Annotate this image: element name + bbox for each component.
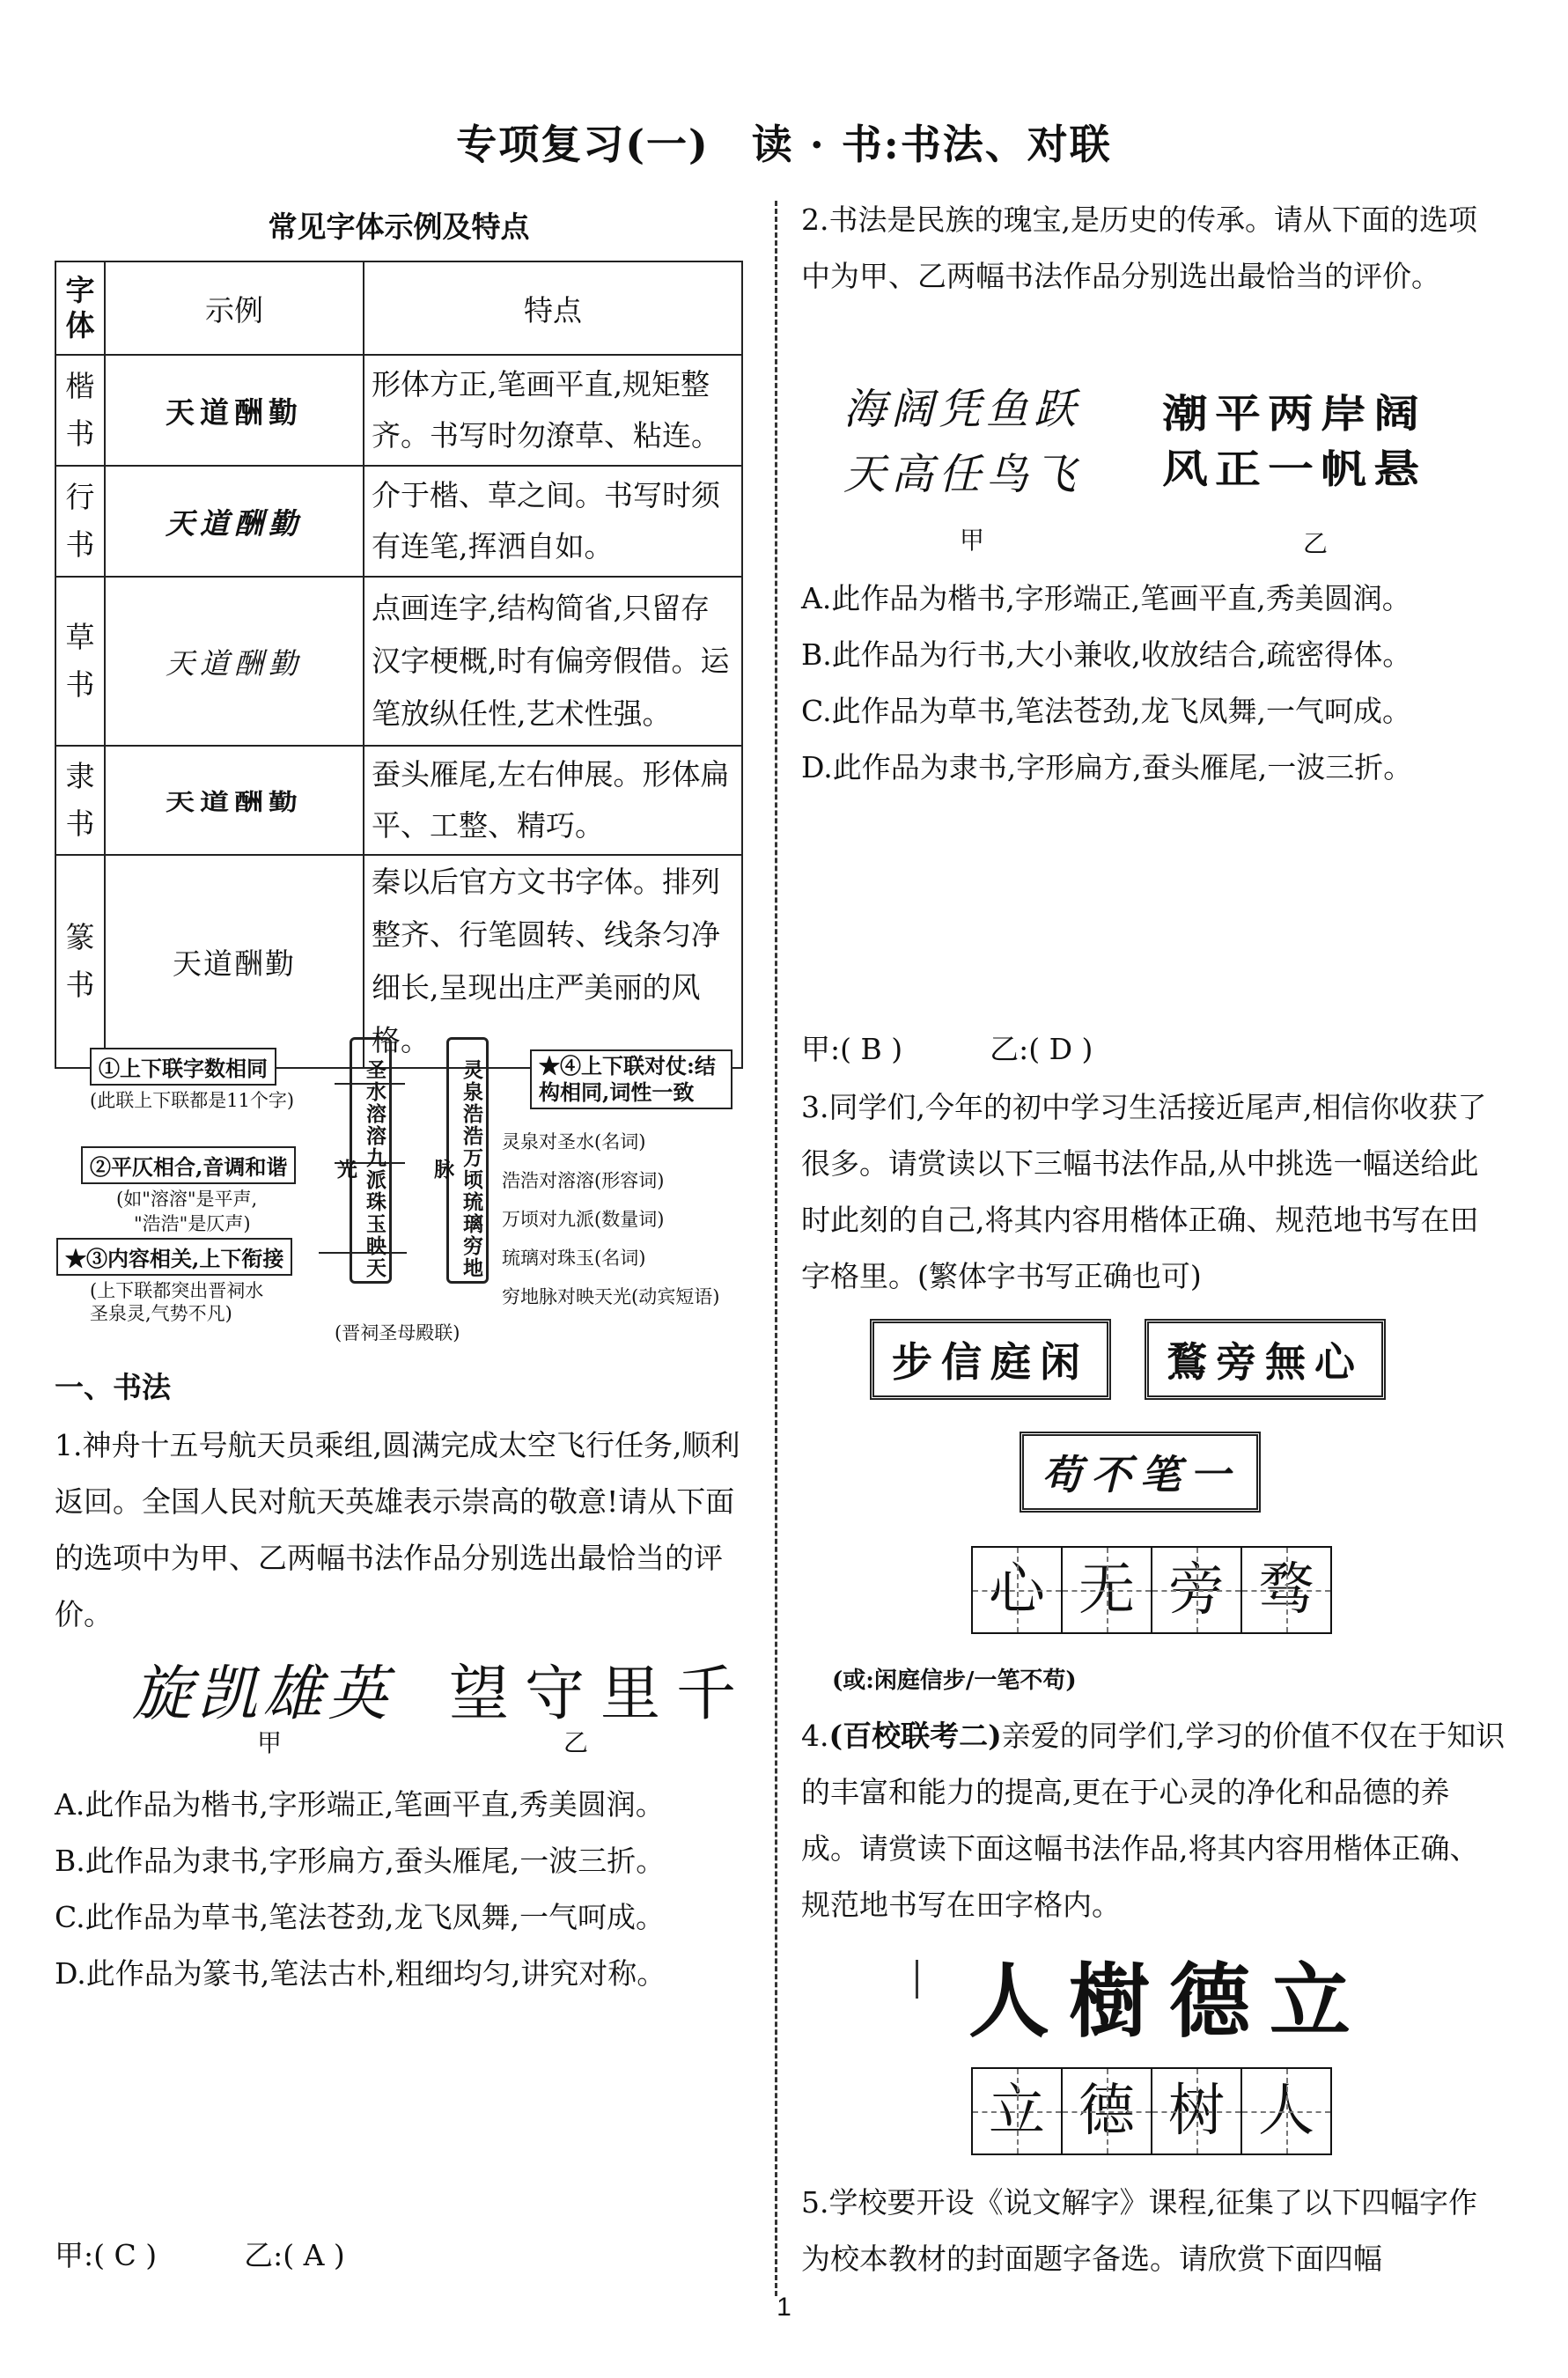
pair-item: 灵泉对圣水(名词) xyxy=(502,1131,646,1152)
font-feature: 蚕头雁尾,左右伸展。形体扁平、工整、精巧。 xyxy=(364,746,742,855)
font-name: 隶书 xyxy=(55,746,105,855)
grid-cell[interactable]: 德 xyxy=(1061,2067,1151,2155)
q2-art-jia xyxy=(843,377,1081,507)
font-sample: 天道酬勤 xyxy=(105,466,364,577)
couplet-scroll-left: 灵泉浩浩万顷琉璃穷地脉 xyxy=(446,1037,489,1284)
font-sample: 天道酬勤 xyxy=(105,577,364,746)
pair-item: 万顷对九派(数量词) xyxy=(502,1209,665,1230)
couplet-caption: (晋祠圣母殿联) xyxy=(335,1322,460,1344)
table-row xyxy=(55,577,742,746)
font-sample: 天道酬勤 xyxy=(105,355,364,466)
q2-yi-line: 潮平两岸阔 xyxy=(1162,391,1427,438)
q2-label-yi: 乙 xyxy=(1303,529,1329,558)
option-c[interactable]: C.此作品为草书,笔法苍劲,龙飞凤舞,一气呵成。 xyxy=(55,1900,666,1934)
q4-art: 人樹德立 xyxy=(968,1954,1371,2049)
grid-cell[interactable]: 立 xyxy=(971,2067,1061,2155)
font-table xyxy=(55,261,743,1069)
q1-art-yi: 望守里千 xyxy=(449,1660,753,1729)
grid-cell[interactable]: 旁 xyxy=(1151,1546,1240,1634)
q1-answer: 甲:( C ) 乙:( A ) xyxy=(55,2238,345,2272)
q3-board-3: 苟不笔一 xyxy=(1020,1432,1261,1513)
font-feature: 秦以后官方文书字体。排列整齐、行笔圆转、线条匀净细长,呈现出庄严美丽的风格。 xyxy=(364,855,742,1068)
font-name: 行书 xyxy=(55,466,105,577)
font-feature: 形体方正,笔画平直,规矩整齐。书写时勿潦草、粘连。 xyxy=(364,355,742,466)
font-name: 楷书 xyxy=(55,355,105,466)
font-name: 篆书 xyxy=(55,855,105,1068)
font-name: 草书 xyxy=(55,577,105,746)
q1-options xyxy=(55,1777,759,2002)
pair-item: 浩浩对溶溶(形容词) xyxy=(502,1170,665,1191)
q2-options xyxy=(801,571,1505,796)
couplet-pairs xyxy=(502,1123,719,1316)
q1-label-yi: 乙 xyxy=(563,1728,589,1757)
option-c[interactable]: C.此作品为草书,笔法苍劲,龙飞凤舞,一气呵成。 xyxy=(801,694,1412,728)
option-b[interactable]: B.此作品为行书,大小兼收,收放结合,疏密得体。 xyxy=(801,637,1412,672)
font-sample: 天道酬勤 xyxy=(105,756,364,843)
couplet-note-3a: (上下联都突出晋祠水 xyxy=(90,1280,264,1301)
table-row xyxy=(55,746,742,855)
q4-grid xyxy=(971,2067,1332,2155)
q4-block xyxy=(801,1708,1505,1933)
q3-grid xyxy=(971,1546,1332,1634)
couplet-label-2: ②平仄相合,音调和谐 xyxy=(81,1146,296,1184)
q1-stem: 1.神舟十五号航天员乘组,圆满完成太空飞行任务,顺利返回。全国人民对航天英雄表示崇高的敬意!请从下面的选项中为甲、乙两幅书法作品分别选出最恰当的评价。 xyxy=(55,1428,740,1631)
couplet-scroll-right: 圣水溶溶九派珠玉映天光 xyxy=(350,1037,392,1284)
table-row xyxy=(55,355,742,466)
grid-cell[interactable]: 无 xyxy=(1061,1546,1151,1634)
couplet-note-2a: (如"溶溶"是平声, xyxy=(116,1189,258,1210)
page-number: 1 xyxy=(777,2293,791,2322)
option-d[interactable]: D.此作品为篆书,笔法古朴,粗细均匀,讲究对称。 xyxy=(55,1956,666,1991)
couplet-label-3: ★③内容相关,上下衔接 xyxy=(56,1238,292,1276)
q2-stem: 2.书法是民族的瑰宝,是历史的传承。请从下面的选项中为甲、乙两幅书法作品分别选出最恰当的评价。 xyxy=(801,202,1477,293)
seal-mark xyxy=(916,1960,936,1999)
option-b[interactable]: B.此作品为隶书,字形扁方,蚕头雁尾,一波三折。 xyxy=(55,1844,666,1878)
q2-jia-line: 海阔凭鱼跃 xyxy=(843,385,1082,434)
option-d[interactable]: D.此作品为隶书,字形扁方,蚕头雁尾,一波三折。 xyxy=(801,750,1413,784)
page-title: 专项复习(一) 读 · 书:书法、对联 xyxy=(456,121,1112,168)
col-header-font: 字体 xyxy=(55,261,105,355)
pair-item: 琉璃对珠玉(名词) xyxy=(502,1248,646,1269)
q3-stem: 3.同学们,今年的初中学习生活接近尾声,相信你收获了很多。请赏读以下三幅书法作品,从中挑选一幅送给此时此刻的自己,将其内容用楷体正确、规范地书写在田字格里。(繁体字书写正确也可) xyxy=(801,1090,1487,1293)
q4-source-tag: (百校联考二) xyxy=(828,1719,1002,1753)
col-header-sample: 示例 xyxy=(105,261,364,355)
section-heading: 一、书法 xyxy=(55,1370,171,1404)
q2-label-jia: 甲 xyxy=(960,526,985,555)
couplet-note-2b: "浩浩"是仄声) xyxy=(134,1213,251,1234)
grid-cell[interactable]: 人 xyxy=(1240,2067,1332,2155)
column-divider xyxy=(775,201,777,2296)
grid-cell[interactable]: 树 xyxy=(1151,2067,1240,2155)
couplet-label-4: ★④上下联对仗:结构相同,词性一致 xyxy=(530,1049,732,1109)
couplet-label-1: ①上下联字数相同 xyxy=(90,1048,276,1086)
table-heading: 常见字体示例及特点 xyxy=(268,210,530,244)
option-a[interactable]: A.此作品为楷书,字形端正,笔画平直,秀美圆润。 xyxy=(55,1787,665,1822)
q3-alt-answer: (或:闲庭信步/一笔不苟) xyxy=(832,1668,1077,1694)
q2-answer: 甲:( B ) 乙:( D ) xyxy=(801,1032,1093,1066)
q4-number: 4. xyxy=(801,1719,829,1753)
font-feature: 介于楷、草之间。书写时须有连笔,挥洒自如。 xyxy=(364,466,742,577)
couplet-note-3b: 圣泉灵,气势不凡) xyxy=(90,1303,232,1324)
grid-cell[interactable]: 心 xyxy=(971,1546,1061,1634)
q2-art-yi xyxy=(1162,387,1426,497)
q3-board-2: 鶩旁無心 xyxy=(1145,1319,1386,1400)
couplet-note-1: (此联上下联都是11个字) xyxy=(90,1090,295,1111)
q2-yi-line: 风正一帆悬 xyxy=(1162,446,1427,492)
q1-art-jia: 旋凯雄英 xyxy=(132,1660,394,1729)
col-header-feature: 特点 xyxy=(364,261,742,355)
couplet-diagram xyxy=(55,1030,759,1356)
q4-stem: 亲爱的同学们,学习的价值不仅在于知识的丰富和能力的提高,更在于心灵的净化和品德的养成。请赏读下面这幅书法作品,将其内容用楷体正确、规范地书写在田字格内。 xyxy=(801,1719,1505,1922)
grid-cell[interactable]: 骛 xyxy=(1240,1546,1332,1634)
q3-board-1: 步信庭闲 xyxy=(870,1319,1111,1400)
q2-jia-line: 天高任鸟飞 xyxy=(843,450,1082,499)
table-row xyxy=(55,466,742,577)
q5-stem: 5.学校要开设《说文解字》课程,征集了以下四幅字作为校本教材的封面题字备选。请欣赏下面四幅 xyxy=(801,2185,1477,2276)
font-feature: 点画连字,结构简省,只留存汉字梗概,时有偏旁假借。运笔放纵任性,艺术性强。 xyxy=(364,577,742,746)
q1-label-jia: 甲 xyxy=(257,1728,283,1757)
pair-item: 穷地脉对映天光(动宾短语) xyxy=(502,1286,720,1307)
option-a[interactable]: A.此作品为楷书,字形端正,笔画平直,秀美圆润。 xyxy=(801,581,1411,615)
font-sample: 天道酬勤 xyxy=(105,855,364,1068)
